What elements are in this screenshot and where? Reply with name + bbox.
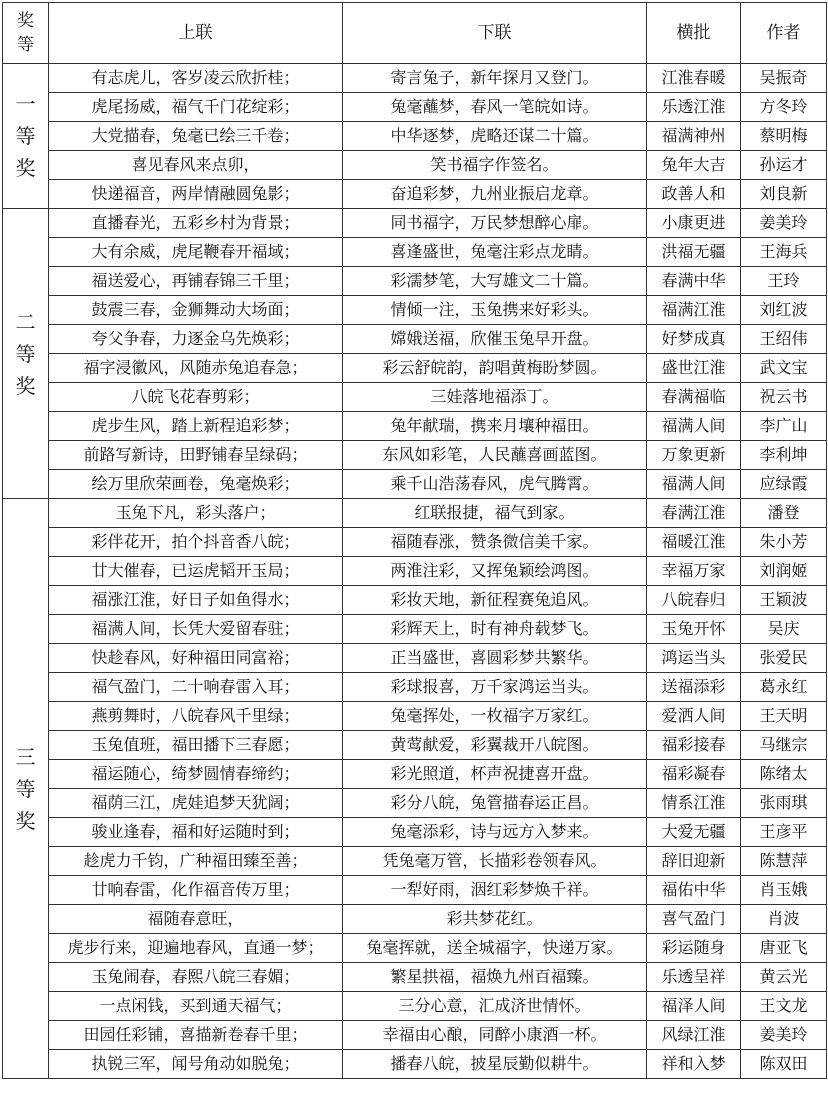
- lower-couplet-cell: 红联报捷，福气到家。: [343, 499, 647, 528]
- award-level-cell: [3, 64, 49, 209]
- lower-couplet-cell: 兔毫蘸梦，春风一笔皖如诗。: [343, 93, 647, 122]
- horizontal-scroll-cell: 玉兔开怀: [647, 615, 741, 644]
- upper-couplet-cell: 廿大催春，已运虎韬开玉局；: [49, 557, 343, 586]
- author-cell: 陈绪太: [741, 760, 827, 789]
- lower-couplet-cell: 奋追彩梦，九州业振启龙章。: [343, 180, 647, 209]
- author-cell: 应绿霞: [741, 470, 827, 499]
- lower-couplet-cell: 兔毫挥处，一枚福字万家红。: [343, 702, 647, 731]
- upper-couplet-cell: 虎步生风，踏上新程追彩梦；: [49, 412, 343, 441]
- horizontal-scroll-cell: 福满人间: [647, 470, 741, 499]
- lower-couplet-cell: 彩共梦花红。: [343, 905, 647, 934]
- upper-couplet-cell: 福荫三江，虎娃追梦天犹阔；: [49, 789, 343, 818]
- lower-couplet-cell: 彩云舒皖韵，韵唱黄梅盼梦圆。: [343, 354, 647, 383]
- horizontal-scroll-cell: 盛世江淮: [647, 354, 741, 383]
- table-row: [3, 325, 827, 354]
- upper-couplet-cell: 福随春意旺，: [49, 905, 343, 934]
- table-row: [3, 963, 827, 992]
- author-cell: 王海兵: [741, 238, 827, 267]
- table-row: [3, 267, 827, 296]
- upper-couplet-cell: 绘万里欣荣画卷，兔毫焕彩；: [49, 470, 343, 499]
- upper-couplet-cell: 一点闲钱，买到通天福气；: [49, 992, 343, 1021]
- horizontal-scroll-cell: 兔年大吉: [647, 151, 741, 180]
- table-row: [3, 180, 827, 209]
- table-row: [3, 557, 827, 586]
- horizontal-scroll-cell: 春满福临: [647, 383, 741, 412]
- table-row: [3, 354, 827, 383]
- horizontal-scroll-cell: 福暖江淮: [647, 528, 741, 557]
- horizontal-scroll-cell: 福泽人间: [647, 992, 741, 1021]
- author-cell: 张雨琪: [741, 789, 827, 818]
- horizontal-scroll-cell: 小康更进: [647, 209, 741, 238]
- upper-couplet-cell: 大有余威，虎尾鞭春开福域；: [49, 238, 343, 267]
- table-row: [3, 731, 827, 760]
- table-row: [3, 93, 827, 122]
- author-cell: 刘良新: [741, 180, 827, 209]
- table-row: [3, 499, 827, 528]
- award-level-cell: [3, 499, 49, 1079]
- header-row: [3, 3, 827, 64]
- header-upper-couplet: 上联: [49, 3, 343, 64]
- upper-couplet-cell: 田园任彩铺，喜描新卷春千里；: [49, 1021, 343, 1050]
- author-cell: 黄云光: [741, 963, 827, 992]
- horizontal-scroll-cell: 春满江淮: [647, 499, 741, 528]
- upper-couplet-cell: 福送爱心，再铺春锦三千里；: [49, 267, 343, 296]
- lower-couplet-cell: 三娃落地福添丁。: [343, 383, 647, 412]
- award-level-char: 三: [15, 744, 36, 769]
- table-row: [3, 296, 827, 325]
- table-row: [3, 586, 827, 615]
- lower-couplet-cell: 情倾一注，玉兔携来好彩头。: [343, 296, 647, 325]
- lower-couplet-cell: 两淮注彩，又挥兔颖绘鸿图。: [343, 557, 647, 586]
- table-row: [3, 615, 827, 644]
- lower-couplet-cell: 彩濡梦笔，大写雄文二十篇。: [343, 267, 647, 296]
- award-level-char: 奖: [15, 808, 36, 833]
- author-cell: 刘红波: [741, 296, 827, 325]
- author-cell: 张爱民: [741, 644, 827, 673]
- header-award-char: 奖: [17, 11, 34, 31]
- horizontal-scroll-cell: 福彩凝春: [647, 760, 741, 789]
- lower-couplet-cell: 东风如彩笔，人民蘸喜画蓝图。: [343, 441, 647, 470]
- horizontal-scroll-cell: 情系江淮: [647, 789, 741, 818]
- table-row: [3, 760, 827, 789]
- author-cell: 武文宝: [741, 354, 827, 383]
- upper-couplet-cell: 喜见春风来点卯，: [49, 151, 343, 180]
- upper-couplet-cell: 彩伴花开，拍个抖音香八皖；: [49, 528, 343, 557]
- author-cell: 刘润姬: [741, 557, 827, 586]
- table-row: [3, 1050, 827, 1079]
- horizontal-scroll-cell: 大爱无疆: [647, 818, 741, 847]
- horizontal-scroll-cell: 鸿运当头: [647, 644, 741, 673]
- lower-couplet-cell: 嫦娥送福，欣催玉兔早开盘。: [343, 325, 647, 354]
- table-row: [3, 441, 827, 470]
- horizontal-scroll-cell: 福佑中华: [647, 876, 741, 905]
- upper-couplet-cell: 前路写新诗，田野铺春呈绿码；: [49, 441, 343, 470]
- lower-couplet-cell: 中华逐梦，虎略还谋二十篇。: [343, 122, 647, 151]
- author-cell: 方冬玲: [741, 93, 827, 122]
- award-level-char: 奖: [15, 156, 36, 180]
- author-cell: 朱小芳: [741, 528, 827, 557]
- header-award-char: 等: [17, 35, 34, 55]
- table-row: [3, 789, 827, 818]
- upper-couplet-cell: 福满人间，长凭大爱留春驻；: [49, 615, 343, 644]
- author-cell: 潘登: [741, 499, 827, 528]
- table-row: [3, 905, 827, 934]
- upper-couplet-cell: 八皖飞花春剪彩；: [49, 383, 343, 412]
- upper-couplet-cell: 玉兔值班，福田播下三春愿；: [49, 731, 343, 760]
- upper-couplet-cell: 福涨江淮，好日子如鱼得水；: [49, 586, 343, 615]
- horizontal-scroll-cell: 福满神州: [647, 122, 741, 151]
- table-row: [3, 122, 827, 151]
- upper-couplet-cell: 有志虎儿，客岁凌云欣折桂；: [49, 64, 343, 93]
- horizontal-scroll-cell: 喜气盈门: [647, 905, 741, 934]
- author-cell: 王彦平: [741, 818, 827, 847]
- horizontal-scroll-cell: 好梦成真: [647, 325, 741, 354]
- author-cell: 祝云书: [741, 383, 827, 412]
- horizontal-scroll-cell: 八皖春归: [647, 586, 741, 615]
- lower-couplet-cell: 福随春涨，赞条微信美千家。: [343, 528, 647, 557]
- horizontal-scroll-cell: 乐透江淮: [647, 93, 741, 122]
- lower-couplet-cell: 彩辉天上，时有神舟载梦飞。: [343, 615, 647, 644]
- horizontal-scroll-cell: 福彩接春: [647, 731, 741, 760]
- table-row: [3, 528, 827, 557]
- lower-couplet-cell: 喜逢盛世，兔毫注彩点龙睛。: [343, 238, 647, 267]
- table-row: [3, 151, 827, 180]
- header-author: 作者: [741, 3, 827, 64]
- upper-couplet-cell: 福运随心，绮梦圆情春缔约；: [49, 760, 343, 789]
- lower-couplet-cell: 彩光照道，杯声祝捷喜开盘。: [343, 760, 647, 789]
- upper-couplet-cell: 虎步行来，迎遍地春风，直通一梦；: [49, 934, 343, 963]
- author-cell: 王绍伟: [741, 325, 827, 354]
- lower-couplet-cell: 兔毫挥就，送全城福字，快递万家。: [343, 934, 647, 963]
- upper-couplet-cell: 直播春光，五彩乡村为背景；: [49, 209, 343, 238]
- header-horizontal-scroll: 横批: [647, 3, 741, 64]
- table-row: [3, 992, 827, 1021]
- upper-couplet-cell: 虎尾扬威，福气千门花绽彩；: [49, 93, 343, 122]
- author-cell: 唐亚飞: [741, 934, 827, 963]
- lower-couplet-cell: 彩球报喜，万千家鸿运当头。: [343, 673, 647, 702]
- author-cell: 吴庆: [741, 615, 827, 644]
- horizontal-scroll-cell: 福满人间: [647, 412, 741, 441]
- horizontal-scroll-cell: 送福添彩: [647, 673, 741, 702]
- author-cell: 陈双田: [741, 1050, 827, 1079]
- horizontal-scroll-cell: 幸福万家: [647, 557, 741, 586]
- lower-couplet-cell: 一犁好雨，洇红彩梦焕千祥。: [343, 876, 647, 905]
- horizontal-scroll-cell: 春满中华: [647, 267, 741, 296]
- table-row: [3, 818, 827, 847]
- author-cell: 肖玉娥: [741, 876, 827, 905]
- lower-couplet-cell: 寄言兔子，新年探月又登门。: [343, 64, 647, 93]
- upper-couplet-cell: 鼓震三春，金狮舞动大场面；: [49, 296, 343, 325]
- upper-couplet-cell: 快趁春风，好种福田同富裕；: [49, 644, 343, 673]
- upper-couplet-cell: 燕剪舞时，八皖春风千里绿；: [49, 702, 343, 731]
- author-cell: 姜美玲: [741, 1021, 827, 1050]
- table-row: [3, 1021, 827, 1050]
- upper-couplet-cell: 廿响春雷，化作福音传万里；: [49, 876, 343, 905]
- table-row: [3, 238, 827, 267]
- lower-couplet-cell: 黄莺献爱，彩翼裁开八皖图。: [343, 731, 647, 760]
- upper-couplet-cell: 大党描春，兔毫已绘三千卷；: [49, 122, 343, 151]
- upper-couplet-cell: 福字浸徽风，风随赤兔追春急；: [49, 354, 343, 383]
- horizontal-scroll-cell: 祥和入梦: [647, 1050, 741, 1079]
- upper-couplet-cell: 玉兔下凡，彩头落户；: [49, 499, 343, 528]
- table-row: [3, 934, 827, 963]
- horizontal-scroll-cell: 万象更新: [647, 441, 741, 470]
- lower-couplet-cell: 正当盛世，喜圆彩梦共繁华。: [343, 644, 647, 673]
- lower-couplet-cell: 笑书福字作签名。: [343, 151, 647, 180]
- header-lower-couplet: 下联: [343, 3, 647, 64]
- author-cell: 吴振奇: [741, 64, 827, 93]
- author-cell: 王文龙: [741, 992, 827, 1021]
- upper-couplet-cell: 骏业逢春，福和好运随时到；: [49, 818, 343, 847]
- author-cell: 陈慧萍: [741, 847, 827, 876]
- author-cell: 葛永红: [741, 673, 827, 702]
- upper-couplet-cell: 快递福音，两岸情融圆兔影；: [49, 180, 343, 209]
- upper-couplet-cell: 夸父争春，力逐金乌先焕彩；: [49, 325, 343, 354]
- horizontal-scroll-cell: 风绿江淮: [647, 1021, 741, 1050]
- award-level-char: 奖: [15, 373, 36, 398]
- author-cell: 肖波: [741, 905, 827, 934]
- upper-couplet-cell: 趁虎力千钧，广种福田臻至善；: [49, 847, 343, 876]
- award-level-char: 等: [15, 776, 36, 801]
- author-cell: 孙运才: [741, 151, 827, 180]
- author-cell: 李利坤: [741, 441, 827, 470]
- lower-couplet-cell: 兔毫添彩，诗与远方入梦来。: [343, 818, 647, 847]
- lower-couplet-cell: 繁星拱福，福焕九州百福臻。: [343, 963, 647, 992]
- table-row: [3, 644, 827, 673]
- horizontal-scroll-cell: 爱洒人间: [647, 702, 741, 731]
- table-row: [3, 470, 827, 499]
- table-row: [3, 702, 827, 731]
- table-row: [3, 383, 827, 412]
- upper-couplet-cell: 玉兔闹春，春熙八皖三春媚；: [49, 963, 343, 992]
- author-cell: 王玲: [741, 267, 827, 296]
- horizontal-scroll-cell: 福满江淮: [647, 296, 741, 325]
- horizontal-scroll-cell: 彩运随身: [647, 934, 741, 963]
- author-cell: 王天明: [741, 702, 827, 731]
- author-cell: 姜美玲: [741, 209, 827, 238]
- horizontal-scroll-cell: 江淮春暖: [647, 64, 741, 93]
- lower-couplet-cell: 幸福由心酿，同醉小康酒一杯。: [343, 1021, 647, 1050]
- horizontal-scroll-cell: 辞旧迎新: [647, 847, 741, 876]
- award-level-char: 一: [15, 92, 36, 116]
- lower-couplet-cell: 三分心意，汇成济世情怀。: [343, 992, 647, 1021]
- horizontal-scroll-cell: 洪福无疆: [647, 238, 741, 267]
- table-row: [3, 64, 827, 93]
- author-cell: 王颖波: [741, 586, 827, 615]
- award-level-char: 等: [15, 124, 36, 148]
- couplet-awards-table: [2, 2, 827, 1079]
- table-row: [3, 412, 827, 441]
- horizontal-scroll-cell: 政善人和: [647, 180, 741, 209]
- lower-couplet-cell: 播春八皖，披星辰勤似耕牛。: [343, 1050, 647, 1079]
- header-award: [3, 3, 49, 64]
- upper-couplet-cell: 福气盈门，二十响春雷入耳；: [49, 673, 343, 702]
- table-row: [3, 209, 827, 238]
- author-cell: 李广山: [741, 412, 827, 441]
- award-level-cell: [3, 209, 49, 499]
- lower-couplet-cell: 彩妆天地，新征程赛兔追风。: [343, 586, 647, 615]
- lower-couplet-cell: 凭兔毫万管，长描彩卷领春风。: [343, 847, 647, 876]
- author-cell: 马继宗: [741, 731, 827, 760]
- table-row: [3, 673, 827, 702]
- lower-couplet-cell: 彩分八皖，兔管描春运正昌。: [343, 789, 647, 818]
- award-level-char: 等: [15, 341, 36, 366]
- table-row: [3, 876, 827, 905]
- upper-couplet-cell: 执锐三军，闻号角动如脱兔；: [49, 1050, 343, 1079]
- author-cell: 蔡明梅: [741, 122, 827, 151]
- lower-couplet-cell: 乘千山浩荡春风，虎气腾霄。: [343, 470, 647, 499]
- award-level-char: 二: [15, 309, 36, 334]
- table-row: [3, 847, 827, 876]
- lower-couplet-cell: 同书福字，万民梦想醉心扉。: [343, 209, 647, 238]
- horizontal-scroll-cell: 乐透呈祥: [647, 963, 741, 992]
- lower-couplet-cell: 兔年献瑞，携来月壤种福田。: [343, 412, 647, 441]
